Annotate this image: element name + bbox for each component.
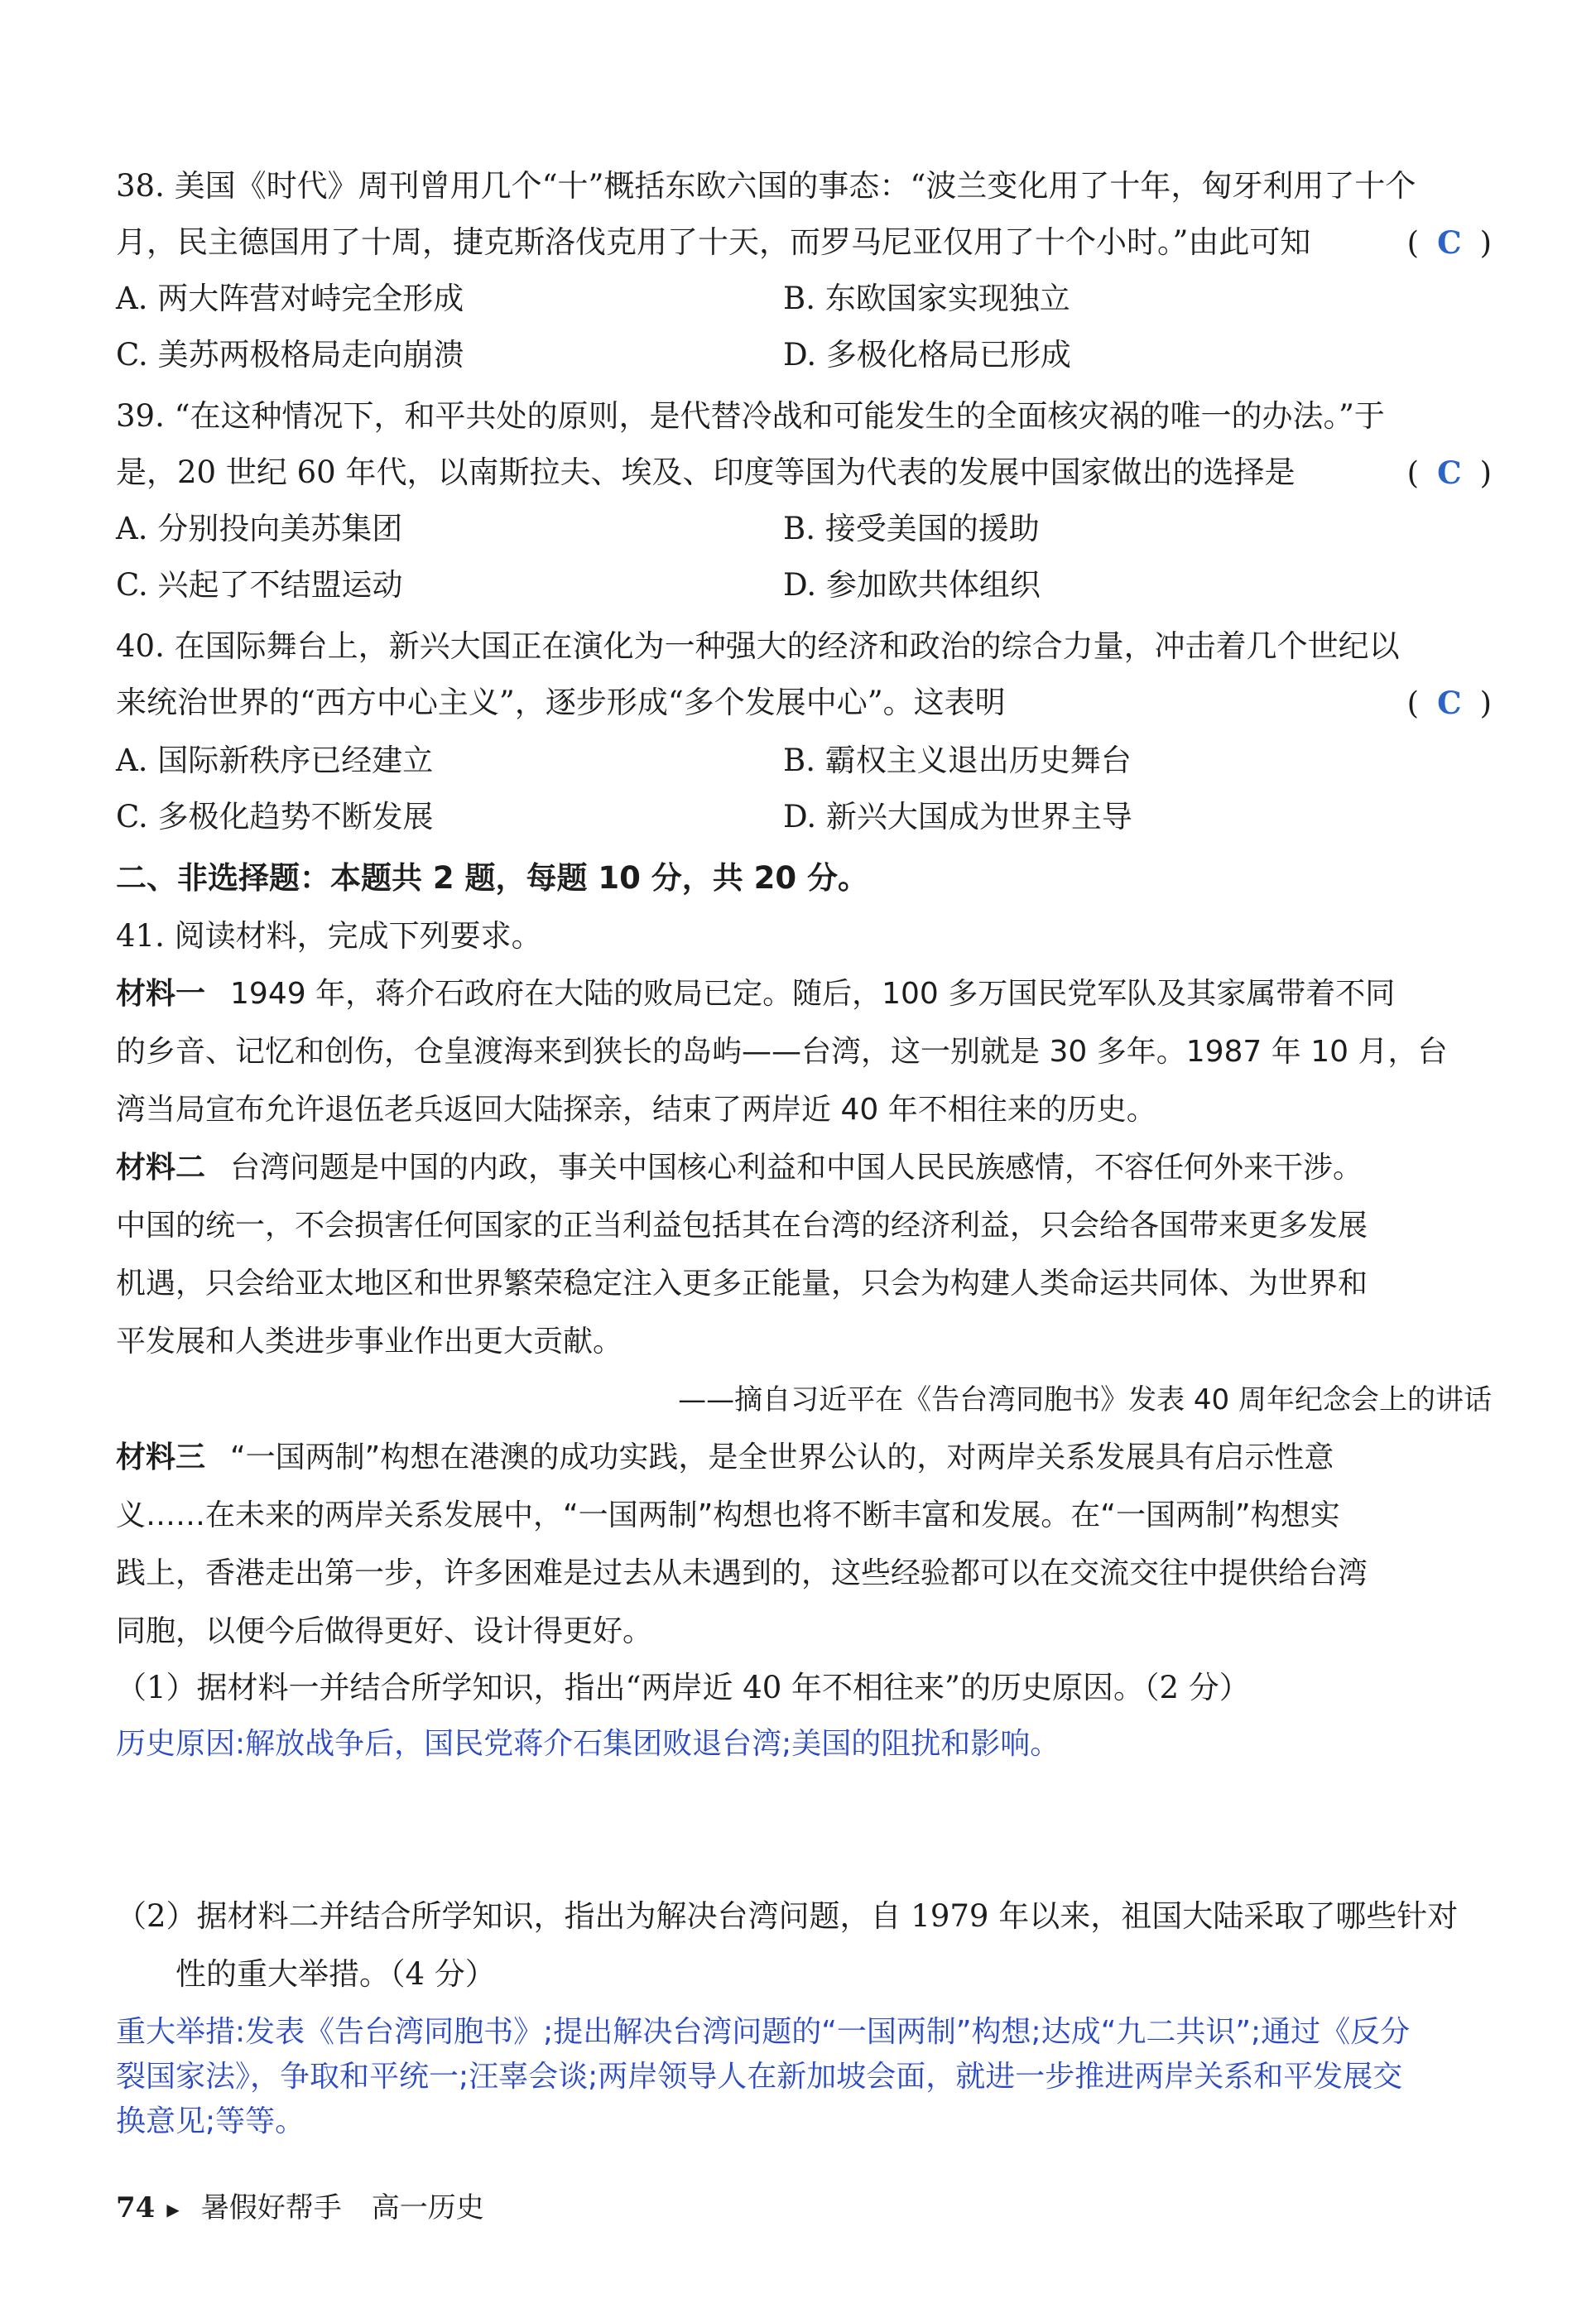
- material-1-line-1: [116, 974, 1492, 1015]
- material-3-line-3: 践上，香港走出第一步，许多困难是过去从未遇到的，这些经验都可以在交流交往中提供给台湾: [116, 1556, 1368, 1590]
- q40-option-d: D. 新兴大国成为世界主导: [783, 799, 1132, 834]
- q38-option-c: C. 美苏两极格局走向崩溃: [116, 337, 464, 373]
- page-number: 74: [116, 2191, 156, 2224]
- material-2-line-3: 机遇，只会给亚太地区和世界繁荣稳定注入更多正能量，只会为构建人类命运共同体、为世界和: [116, 1267, 1368, 1301]
- q38-stem-line-1: 38. 美国《时代》周刊曾用几个“十”概括东欧六国的事态：“波兰变化用了十年，匈牙利用了十个: [116, 168, 1416, 204]
- q38-answer-bracket: ( C ): [1406, 224, 1492, 261]
- sub-question-2-answer-line-2: 裂国家法》，争取和平统一;汪辜会谈;两岸领导人在新加坡会面，就进一步推进两岸关系和平发展交: [116, 2060, 1403, 2094]
- q38-stem-line-2: [116, 222, 1492, 263]
- sub-question-1-answer: 历史原因:解放战争后，国民党蒋介石集团败退台湾;美国的阻扰和影响。: [116, 1727, 1060, 1761]
- q39-option-a: A. 分别投向美苏集团: [116, 511, 403, 546]
- q40-option-c: C. 多极化趋势不断发展: [116, 799, 434, 834]
- page-footer: [116, 2187, 484, 2230]
- q40-stem-line-2: [116, 682, 1492, 724]
- material-2-line-4: 平发展和人类进步事业作出更大贡献。: [116, 1325, 623, 1359]
- q38-option-b: B. 东欧国家实现独立: [783, 281, 1070, 316]
- sub-question-2-line-2: 性的重大举措。（4 分）: [175, 1956, 496, 1992]
- q40-stem-text: 来统治世界的“西方中心主义”，逐步形成“多个发展中心”。这表明: [116, 685, 1006, 720]
- material-3-line-2: 义……在未来的两岸关系发展中，“一国两制”构想也将不断丰富和发展。在“一国两制”构想实: [116, 1498, 1340, 1532]
- material-3-line-4: 同胞，以便今后做得更好、设计得更好。: [116, 1614, 653, 1648]
- q39-answer-bracket: ( C ): [1406, 454, 1492, 491]
- q39-answer: C: [1437, 454, 1462, 491]
- material-3-text: “一国两制”构想在港澳的成功实践，是全世界公认的，对两岸关系发展具有启示性意: [230, 1440, 1334, 1474]
- sub-question-2-answer-line-3: 换意见;等等。: [116, 2104, 305, 2138]
- q39-option-b: B. 接受美国的援助: [783, 511, 1040, 546]
- q39-stem-text: 是，20 世纪 60 年代，以南斯拉夫、埃及、印度等国为代表的发展中国家做出的选择是: [116, 454, 1296, 490]
- material-3-line-1: [116, 1437, 1492, 1479]
- q40-option-a: A. 国际新秩序已经建立: [116, 743, 434, 778]
- sub-question-2-answer-line-1: 重大举措:发表《告台湾同胞书》;提出解决台湾问题的“一国两制”构想;达成“九二共识”;通过《反分: [116, 2015, 1411, 2049]
- material-2-text: 台湾问题是中国的内政，事关中国核心利益和中国人民民族感情，不容任何外来干涉。: [230, 1151, 1363, 1185]
- q38-option-a: A. 两大阵营对峙完全形成: [116, 281, 464, 316]
- sub-question-2-line-1: （2）据材料二并结合所学知识，指出为解决台湾问题，自 1979 年以来，祖国大陆采取了哪些针对: [116, 1898, 1459, 1934]
- material-2-source: ——摘自习近平在《告台湾同胞书》发表 40 周年纪念会上的讲话: [678, 1383, 1492, 1416]
- q38-option-d: D. 多极化格局已形成: [783, 337, 1071, 373]
- q40-stem-line-1: 40. 在国际舞台上，新兴大国正在演化为一种强大的经济和政治的综合力量，冲击着几个世纪以: [116, 628, 1400, 664]
- q40-answer-bracket: ( C ): [1406, 685, 1492, 721]
- q41-title: 41. 阅读材料，完成下列要求。: [116, 918, 542, 954]
- material-3-label: 材料三: [116, 1440, 206, 1474]
- material-1-text: 1949 年，蒋介石政府在大陆的败局已定。随后，100 多万国民党军队及其家属带着不同: [230, 977, 1396, 1011]
- q40-option-b: B. 霸权主义退出历史舞台: [783, 743, 1132, 778]
- q39-stem-line-2: [116, 452, 1492, 493]
- subject-label: 高一历史: [371, 2191, 484, 2224]
- q40-answer: C: [1437, 685, 1462, 721]
- q39-stem-line-1: 39. “在这种情况下，和平共处的原则，是代替冷战和可能发生的全面核灾祸的唯一的办法。”于: [116, 398, 1385, 434]
- material-2-line-1: [116, 1147, 1492, 1189]
- section-title: 二、非选择题：本题共 2 题，每题 10 分，共 20 分。: [116, 860, 869, 896]
- material-2-label: 材料二: [116, 1151, 206, 1185]
- material-2-line-2: 中国的统一，不会损害任何国家的正当利益包括其在台湾的经济利益，只会给各国带来更多发展: [116, 1209, 1368, 1243]
- q39-option-c: C. 兴起了不结盟运动: [116, 567, 403, 603]
- sub-question-1: （1）据材料一并结合所学知识，指出“两岸近 40 年不相往来”的历史原因。（2 分）: [116, 1670, 1250, 1705]
- q38-stem-text: 月，民主德国用了十周，捷克斯洛伐克用了十天，而罗马尼亚仅用了十个小时。”由此可知: [116, 224, 1311, 260]
- material-1-label: 材料一: [116, 977, 206, 1011]
- q39-option-d: D. 参加欧共体组织: [783, 567, 1041, 603]
- material-1-line-3: 湾当局宣布允许退伍老兵返回大陆探亲，结束了两岸近 40 年不相往来的历史。: [116, 1093, 1156, 1127]
- q38-answer: C: [1437, 224, 1462, 261]
- book-title: 暑假好帮手: [200, 2191, 342, 2224]
- material-1-line-2: 的乡音、记忆和创伤，仓皇渡海来到狭长的岛屿——台湾，这一别就是 30 多年。1987 年 10 月，台: [116, 1035, 1448, 1069]
- triangle-right-icon: ▶: [166, 2200, 180, 2219]
